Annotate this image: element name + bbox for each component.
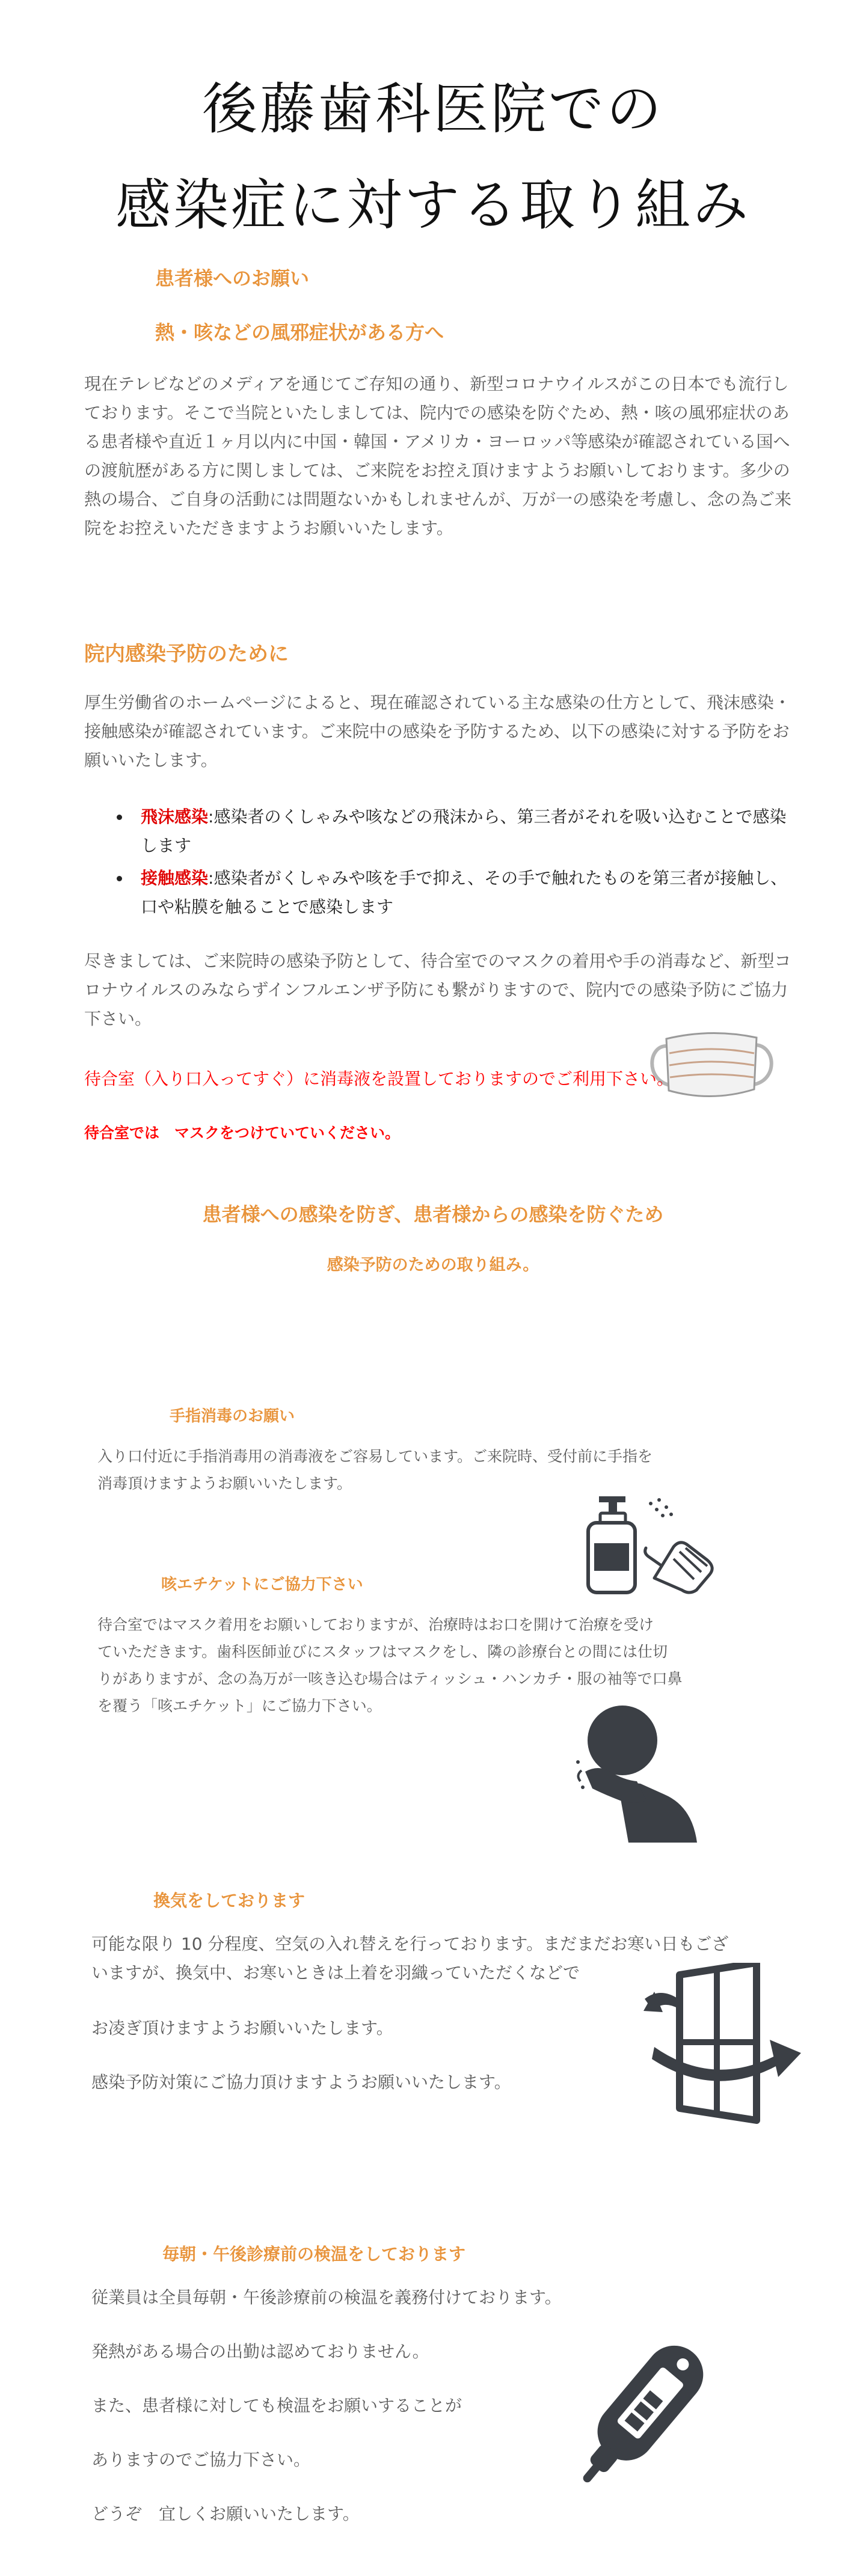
mask-icon bbox=[642, 1022, 781, 1106]
measures-subheading: 感染予防のための取り組み。 bbox=[327, 1256, 539, 1274]
temperature-line4: ありますのでご協力下さい。 bbox=[91, 2450, 311, 2470]
ventilation-line1: 可能な限り 10 分程度、空気の入れ替えを行っております。まだまだお寒い日もござ bbox=[91, 1934, 729, 1954]
ventilation-heading: 換気をしております bbox=[153, 1891, 306, 1911]
ventilation-line3: お凌ぎ頂けますようお願いいたします。 bbox=[91, 2018, 393, 2038]
request-heading: 患者様へのお願い bbox=[155, 267, 310, 290]
page-title-line2: 感染症に対する取り組み bbox=[115, 173, 751, 237]
measures-heading: 患者様への感染を防ぎ、患者様からの感染を防ぐため bbox=[202, 1203, 664, 1226]
route-term: 接触感染 bbox=[141, 868, 209, 888]
list-item bbox=[108, 864, 794, 922]
request-body: 現在テレビなどのメディアを通じてご存知の通り、新型コロナウイルスがこの日本でも流行しております。そこで当院といたしましては、院内での感染を防ぐため、熱・咳の風邪症状のある患者様や直近１ヶ月以内に中国・韓国・アメリカ・ヨーロッパ等感染が確認されている国への渡航歴がある方に関しましては、ご来院をお控え頂けますようお願いしております。多少の熱の場合、ご自身の活動には問題ないかもしれませんが、万が一の感染を考慮し、念の為ご来院をお控えいただきますようお願いいたします。 bbox=[84, 374, 792, 538]
cough-line4: を覆う「咳エチケット」にご協力下さい。 bbox=[97, 1697, 382, 1715]
temperature-line3: また、患者様に対しても検温をお願いすることが bbox=[91, 2396, 462, 2415]
hand-line2: 消毒頂けますようお願いいたします。 bbox=[97, 1475, 352, 1492]
temperature-line1: 従業員は全員毎朝・午後診療前の検温を義務付けております。 bbox=[91, 2287, 562, 2307]
ventilation-line2: いますが、換気中、お寒いときは上着を羽織っていただくなどで bbox=[91, 1963, 580, 1983]
sanitizer-notice: 待合室（入り口入ってすぐ）に消毒液を設置しておりますのでご利用下さい。 bbox=[84, 1069, 674, 1089]
list-item bbox=[108, 803, 794, 860]
cough-line2: ていただきます。歯科医師並びにスタッフはマスクをし、隣の診療台との間には仕切 bbox=[97, 1643, 668, 1660]
hand-line1: 入り口付近に手指消毒用の消毒液をご容易しています。ご来院時、受付前に手指を bbox=[97, 1448, 653, 1465]
coughing-person-icon bbox=[574, 1704, 719, 1843]
prevention-heading: 院内感染予防のために bbox=[84, 642, 289, 666]
infection-route-list bbox=[108, 803, 794, 925]
route-text: :感染者がくしゃみや咳を手で抑え、その手で触れたものを第三者が接触し、口や粘膜を触ることで感染します bbox=[141, 868, 788, 917]
ventilation-line4: 感染予防対策にご協力頂けますようお願いいたします。 bbox=[91, 2072, 511, 2092]
hand-heading: 手指消毒のお願い bbox=[170, 1407, 295, 1425]
window-ventilation-icon bbox=[642, 1963, 805, 2125]
page-title-line1: 後藤歯科医院での bbox=[201, 77, 664, 141]
temperature-line2: 発熱がある場合の出勤は認めておりません。 bbox=[91, 2342, 429, 2361]
temperature-line5: どうぞ 宜しくお願いいたします。 bbox=[91, 2504, 360, 2524]
request-subheading: 熱・咳などの風邪症状がある方へ bbox=[155, 321, 444, 344]
prevention-closing: 尽きましては、ご来院時の感染予防として、待合室でのマスクの着用や手の消毒など、新型コロナウイルスのみならずインフルエンザ予防にも繋がりますので、院内での感染予防にご協力下さい。 bbox=[84, 951, 791, 1029]
thermometer-icon bbox=[556, 2317, 737, 2498]
cough-line3: りがありますが、念の為万が一咳き込む場合はティッシュ・ハンカチ・服の袖等で口鼻 bbox=[97, 1670, 683, 1687]
prevention-intro: 厚生労働省のホームページによると、現在確認されている主な感染の仕方として、飛沫感染・接触感染が確認されています。ご来院中の感染を予防するため、以下の感染に対する予防をお願いいたします。 bbox=[84, 693, 791, 770]
temperature-heading: 毎朝・午後診療前の検温をしております bbox=[162, 2244, 466, 2264]
hand-sanitizer-icon bbox=[583, 1494, 728, 1596]
cough-line1: 待合室ではマスク着用をお願いしておりますが、治療時はお口を開けて治療を受け bbox=[97, 1616, 654, 1633]
cough-heading: 咳エチケットにご協力下さい bbox=[161, 1576, 363, 1594]
mask-notice: 待合室では マスクをつけていていください。 bbox=[84, 1124, 401, 1142]
route-text: :感染者のくしゃみや咳などの飛沫から、第三者がそれを吸い込むことで感染します bbox=[141, 807, 787, 855]
route-term: 飛沫感染 bbox=[141, 807, 209, 827]
